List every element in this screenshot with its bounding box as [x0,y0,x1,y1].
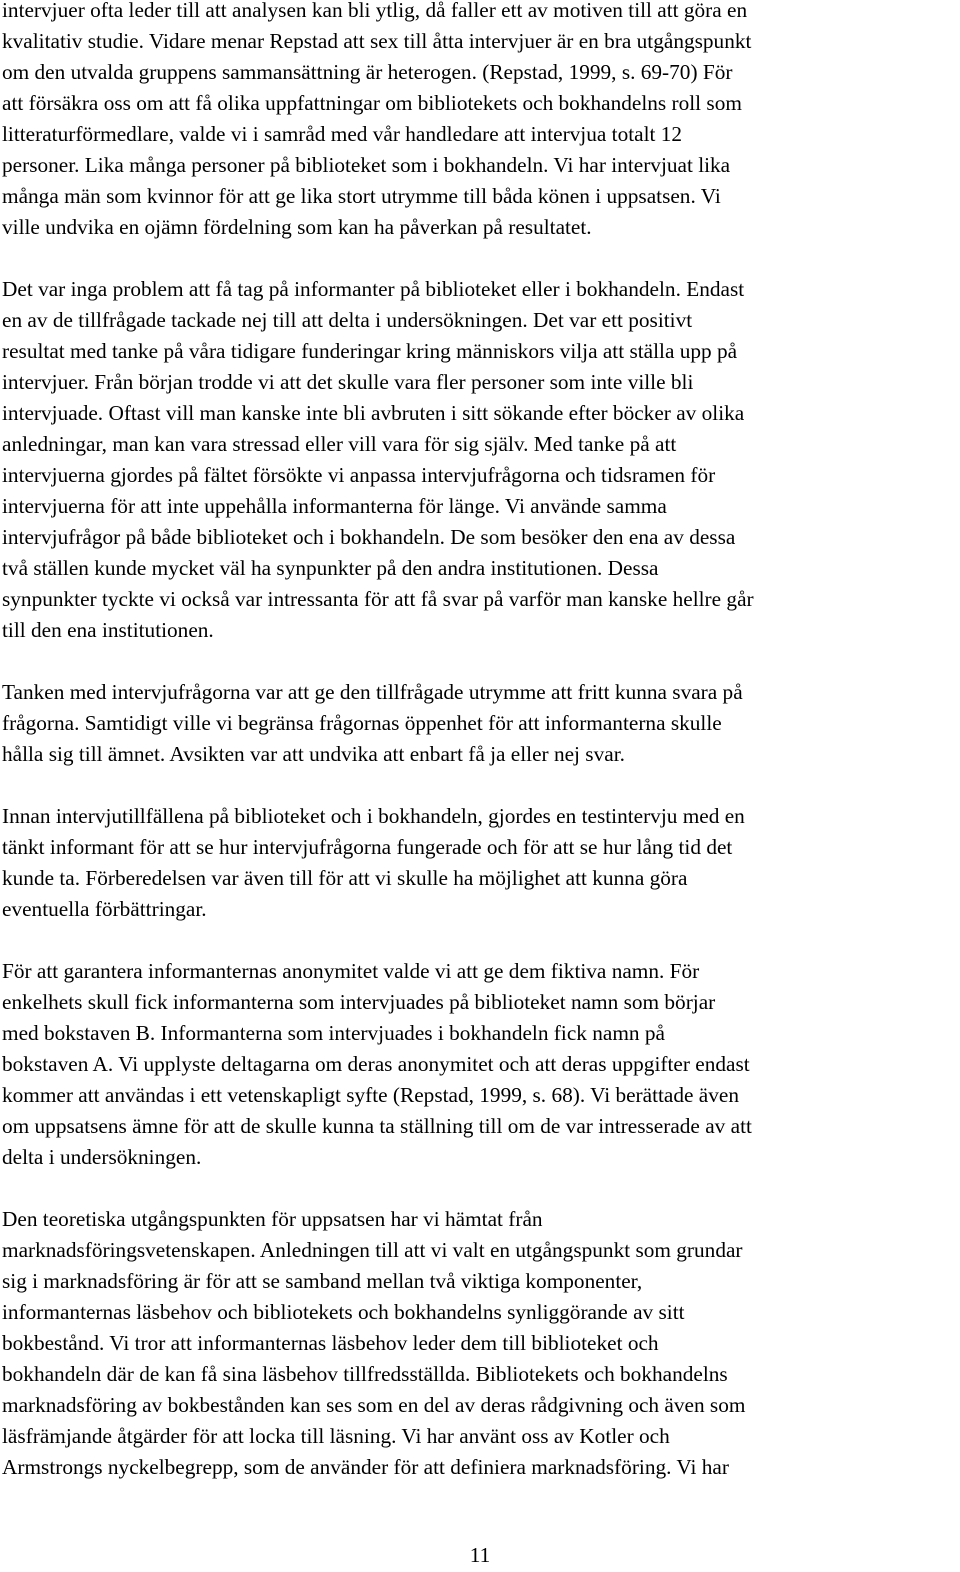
text-line: en av de tillfrågade tackade nej till att delta i undersökningen. Det var ett positivt [2,308,693,332]
text-line: intervjuerna gjordes på fältet försökte vi anpassa intervjufrågorna och tidsramen för [2,463,716,487]
text-line: enkelhets skull fick informanterna som intervjuades på biblioteket namn som börjar [2,990,716,1014]
text-line: att försäkra oss om att få olika uppfattningar om bibliotekets och bokhandelns roll som [2,91,742,115]
text-line: Den teoretiska utgångspunkten för uppsatsen har vi hämtat från [2,1207,543,1231]
text-line: Innan intervjutillfällena på biblioteket och i bokhandeln, gjordes en testintervju med en [2,804,745,828]
paragraph-5 [2,956,954,1173]
body-text [2,0,954,1514]
text-line: delta i undersökningen. [2,1145,202,1169]
text-line: kommer att användas i ett vetenskapligt syfte (Repstad, 1999, s. 68). Vi berättade även [2,1083,740,1107]
paragraph-1 [2,0,954,243]
text-line: många män som kvinnor för att ge lika stort utrymme till båda könen i uppsatsen. Vi [2,184,721,208]
paragraph-2 [2,274,954,646]
text-line: ville undvika en ojämn fördelning som kan ha påverkan på resultatet. [2,215,592,239]
text-line: personer. Lika många personer på biblioteket som i bokhandeln. Vi har intervjuat lika [2,153,731,177]
text-line: anledningar, man kan vara stressad eller vill vara för sig själv. Med tanke på att [2,432,677,456]
text-line: om den utvalda gruppens sammansättning är heterogen. (Repstad, 1999, s. 69-70) För [2,60,733,84]
text-line: Tanken med intervjufrågorna var att ge den tillfrågade utrymme att fritt kunna svara på [2,680,743,704]
text-line: resultat med tanke på våra tidigare funderingar kring människors vilja att ställa upp på [2,339,738,363]
text-line: För att garantera informanternas anonymitet valde vi att ge dem fiktiva namn. För [2,959,700,983]
text-line: eventuella förbättringar. [2,897,207,921]
paragraph-6 [2,1204,954,1483]
text-line: om uppsatsens ämne för att de skulle kunna ta ställning till om de var intresserade av att [2,1114,752,1138]
text-line: marknadsföring av bokbestånden kan ses som en del av deras rådgivning och även som [2,1393,746,1417]
text-line: bokstaven A. Vi upplyste deltagarna om deras anonymitet och att deras uppgifter endast [2,1052,750,1076]
text-line: frågorna. Samtidigt ville vi begränsa frågornas öppenhet för att informanterna skulle [2,711,722,735]
text-line: Armstrongs nyckelbegrepp, som de använder för att definiera marknadsföring. Vi har [2,1455,729,1479]
text-line: litteraturförmedlare, valde vi i samråd med vår handledare att intervjua totalt 12 [2,122,683,146]
text-line: till den ena institutionen. [2,618,214,642]
page-number: 11 [469,1543,491,1567]
text-line: hålla sig till ämnet. Avsikten var att undvika att enbart få ja eller nej svar. [2,742,625,766]
text-line: informanternas läsbehov och bibliotekets och bokhandelns synliggörande av sitt [2,1300,685,1324]
text-line: kvalitativ studie. Vidare menar Repstad att sex till åtta intervjuer är en bra utgångspunkt [2,29,752,53]
text-line: intervjuer. Från början trodde vi att det skulle vara fler personer som inte ville bli [2,370,694,394]
text-line: intervjuer ofta leder till att analysen kan bli ytlig, då faller ett av motiven till att göra en [2,0,748,22]
text-line: med bokstaven B. Informanterna som intervjuades i bokhandeln fick namn på [2,1021,665,1045]
text-line: intervjuerna för att inte uppehålla informanterna för länge. Vi använde samma [2,494,667,518]
text-line: intervjuade. Oftast vill man kanske inte bli avbruten i sitt sökande efter böcker av olika [2,401,745,425]
text-line: sig i marknadsföring är för att se samband mellan två viktiga komponenter, [2,1269,643,1293]
text-line: Det var inga problem att få tag på informanter på biblioteket eller i bokhandeln. Endast [2,277,745,301]
text-line: intervjufrågor på både biblioteket och i bokhandeln. De som besöker den ena av dessa [2,525,736,549]
text-line: bokhandeln där de kan få sina läsbehov tillfredsställda. Bibliotekets och bokhandelns [2,1362,728,1386]
text-line: synpunkter tyckte vi också var intressanta för att få svar på varför man kanske hellre går [2,587,754,611]
text-line: kunde ta. Förberedelsen var även till för att vi skulle ha möjlighet att kunna göra [2,866,688,890]
paragraph-3 [2,677,954,770]
text-line: bokbestånd. Vi tror att informanternas läsbehov leder dem till biblioteket och [2,1331,659,1355]
text-line: tänkt informant för att se hur intervjufrågorna fungerade och för att se hur lång tid det [2,835,733,859]
text-line: marknadsföringsvetenskapen. Anledningen till att vi valt en utgångspunkt som grundar [2,1238,743,1262]
text-line: två ställen kunde mycket väl ha synpunkter på den andra institutionen. Dessa [2,556,659,580]
paragraph-4 [2,801,954,925]
text-line: läsfrämjande åtgärder för att locka till läsning. Vi har använt oss av Kotler och [2,1424,670,1448]
